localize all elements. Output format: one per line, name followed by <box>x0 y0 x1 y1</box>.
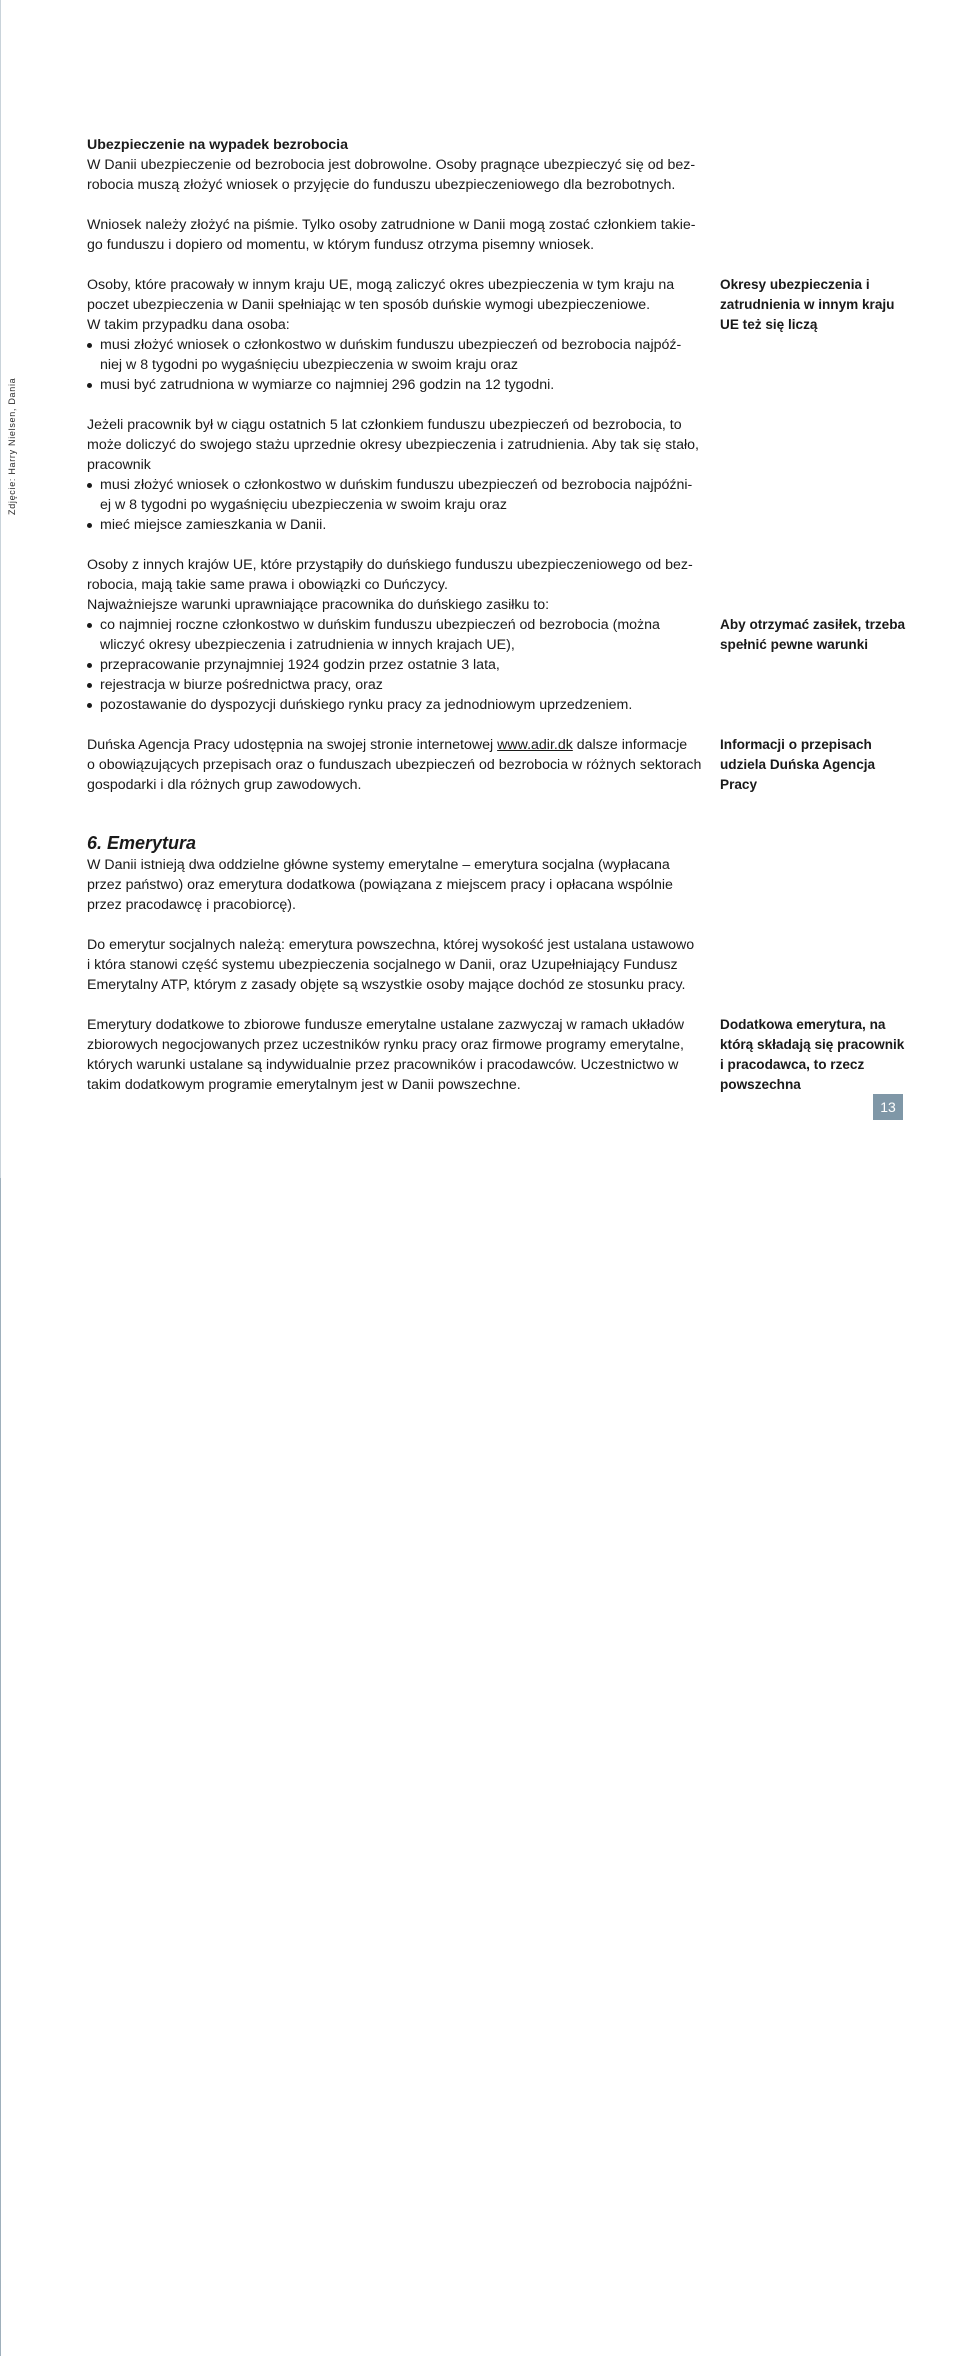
sidenote-agency: Informacji o przepisach udziela Duńska Agencja Pracy <box>720 737 876 792</box>
unemployment-paragraph-4: Jeżeli pracownik był w ciągu ostatnich 5 lat członkiem funduszu ubezpieczeń od bezrobocia, to może doliczyć do swojego stażu uprzednie okresy ubezpieczenia i zatrudnienia. Aby tak się stało, pracownik musi złożyć wniosek o członkostwo w duńskim funduszu ubezpieczeń od bezrobocia najpóźni- ej w 8 tygodni po wygaśnięciu ubezpieczenia w swoim kraju oraz mieć miejsce zamieszkania w Danii. <box>87 415 702 535</box>
unemployment-paragraph-2: Wniosek należy złożyć na piśmie. Tylko osoby zatrudnione w Danii mogą zostać członkiem takie- go funduszu i dopiero od momentu, w którym fundusz otrzyma pisemny wniosek. <box>87 217 696 253</box>
left-margin-rule <box>0 0 1 1178</box>
list-item: musi złożyć wniosek o członkostwo w duńskim funduszu ubezpieczeń od bezrobocia najpóź- niej w 8 tygodni po wygaśnięciu ubezpieczenia w swoim kraju oraz <box>87 335 702 375</box>
list-item: pozostawanie do dyspozycji duńskiego rynku pracy za jednodniowym uprzedzeniem. <box>87 695 702 715</box>
list-item: musi złożyć wniosek o członkostwo w duńskim funduszu ubezpieczeń od bezrobocia najpóźni- ej w 8 tygodni po wygaśnięciu ubezpieczenia w swoim kraju oraz <box>87 475 702 515</box>
list-item: co najmniej roczne członkostwo w duńskim funduszu ubezpieczeń od bezrobocia (można wliczyć okresy ubezpieczenia i zatrudnienia w innych krajach UE), <box>87 615 702 655</box>
pension-paragraph-2: Do emerytur socjalnych należą: emerytura powszechna, której wysokość jest ustalana ustawowo i która stanowi część systemu ubezpieczenia socjalnego w Danii, oraz Uzupełniający Fundusz Emerytalny ATP, którym z zasady objęte są wszystkie osoby mające dochód ze stosunku pracy. <box>87 937 695 993</box>
unemployment-paragraph-3: Osoby, które pracowały w innym kraju UE, mogą zaliczyć okres ubezpieczenia w tym kraju na poczet ubezpieczenia w Danii spełniając w ten sposób duńskie wymogi ubezpieczeniowe. W takim przypadku dana osoba: musi złożyć wniosek o członkostwo w duńskim funduszu ubezpieczeń od bezrobocia najpóź- niej w 8 tygodni po wygaśnięciu ubezpieczenia w swoim kraju oraz musi być zatrudniona w wymiarze co najmniej 296 godzin na 12 tygodni. <box>87 275 702 395</box>
list-item: musi być zatrudniona w wymiarze co najmniej 296 godzin na 12 tygodni. <box>87 375 702 395</box>
unemployment-heading: Ubezpieczenie na wypadek bezrobocia <box>87 137 348 153</box>
bullet-list <box>87 335 702 395</box>
sidenote-periods: Okresy ubezpieczenia i zatrudnienia w innym kraju UE też się liczą <box>720 277 895 332</box>
unemployment-paragraph-6: Duńska Agencja Pracy udostępnia na swojej stronie internetowej www.adir.dk dalsze informacje o obowiązujących przepisach oraz o funduszach ubezpieczeń od bezrobocia w różnych sektorach gospodarki i dla różnych grup zawodowych. <box>87 737 702 793</box>
section-title: 6. Emerytura <box>87 833 197 853</box>
photo-credit: Zdjęcie: Harry Nielsen, Dania <box>7 377 17 515</box>
sidenote-supplementary-pension: Dodatkowa emerytura, na którą składają się pracownik i pracodawca, to rzecz powszechna <box>720 1017 905 1092</box>
bullet-list <box>87 475 702 535</box>
list-item: przepracowanie przynajmniej 1924 godzin przez ostatnie 3 lata, <box>87 655 702 675</box>
bullet-list <box>87 615 702 715</box>
adir-website-link[interactable]: www.adir.dk <box>497 737 573 753</box>
sidenote-conditions: Aby otrzymać zasiłek, trzeba spełnić pewne warunki <box>720 617 906 652</box>
right-margin-rule <box>0 1178 1 2356</box>
page-number: 13 <box>873 1094 903 1120</box>
pension-paragraph-3: Emerytury dodatkowe to zbiorowe fundusze emerytalne ustalane zazwyczaj w ramach układów zbiorowych negocjowanych przez uczestników rynku pracy oraz firmowe programy emerytalne, których warunki ustalane są indywidualnie przez pracowników i pracodawców. Uczestnictwo w takim dodatkowym programie emerytalnym jest w Danii powszechne. <box>87 1017 684 1093</box>
unemployment-paragraph-1: W Danii ubezpieczenie od bezrobocia jest dobrowolne. Osoby pragnące ubezpieczyć się od bez- robocia muszą złożyć wniosek o przyjęcie do funduszu ubezpieczeniowego dla bezrobotnych. <box>87 157 696 193</box>
unemployment-paragraph-5: Osoby z innych krajów UE, które przystąpiły do duńskiego funduszu ubezpieczeniowego od bez- robocia, mają takie same prawa i obowiązki co Duńczycy. Najważniejsze warunki uprawniające pracownika do duńskiego zasiłku to: co najmniej roczne członkostwo w duńskim funduszu ubezpieczeń od bezrobocia (można wliczyć okresy ubezpieczenia i zatrudnienia w innych krajach UE), przepracowanie przynajmniej 1924 godzin przez ostatnie 3 lata, rejestracja w biurze pośrednictwa pracy, oraz pozostawanie do dyspozycji duńskiego rynku pracy za jednodniowym uprzedzeniem. <box>87 555 702 715</box>
pension-paragraph-1: W Danii istnieją dwa oddzielne główne systemy emerytalne – emerytura socjalna (wypłacana przez państwo) oraz emerytura dodatkowa (powiązana z miejscem pracy i opłacana wspólnie przez pracodawcę i pracobiorcę). <box>87 857 673 913</box>
list-item: mieć miejsce zamieszkania w Danii. <box>87 515 702 535</box>
list-item: rejestracja w biurze pośrednictwa pracy, oraz <box>87 675 702 695</box>
unemployment-intro <box>87 135 702 195</box>
